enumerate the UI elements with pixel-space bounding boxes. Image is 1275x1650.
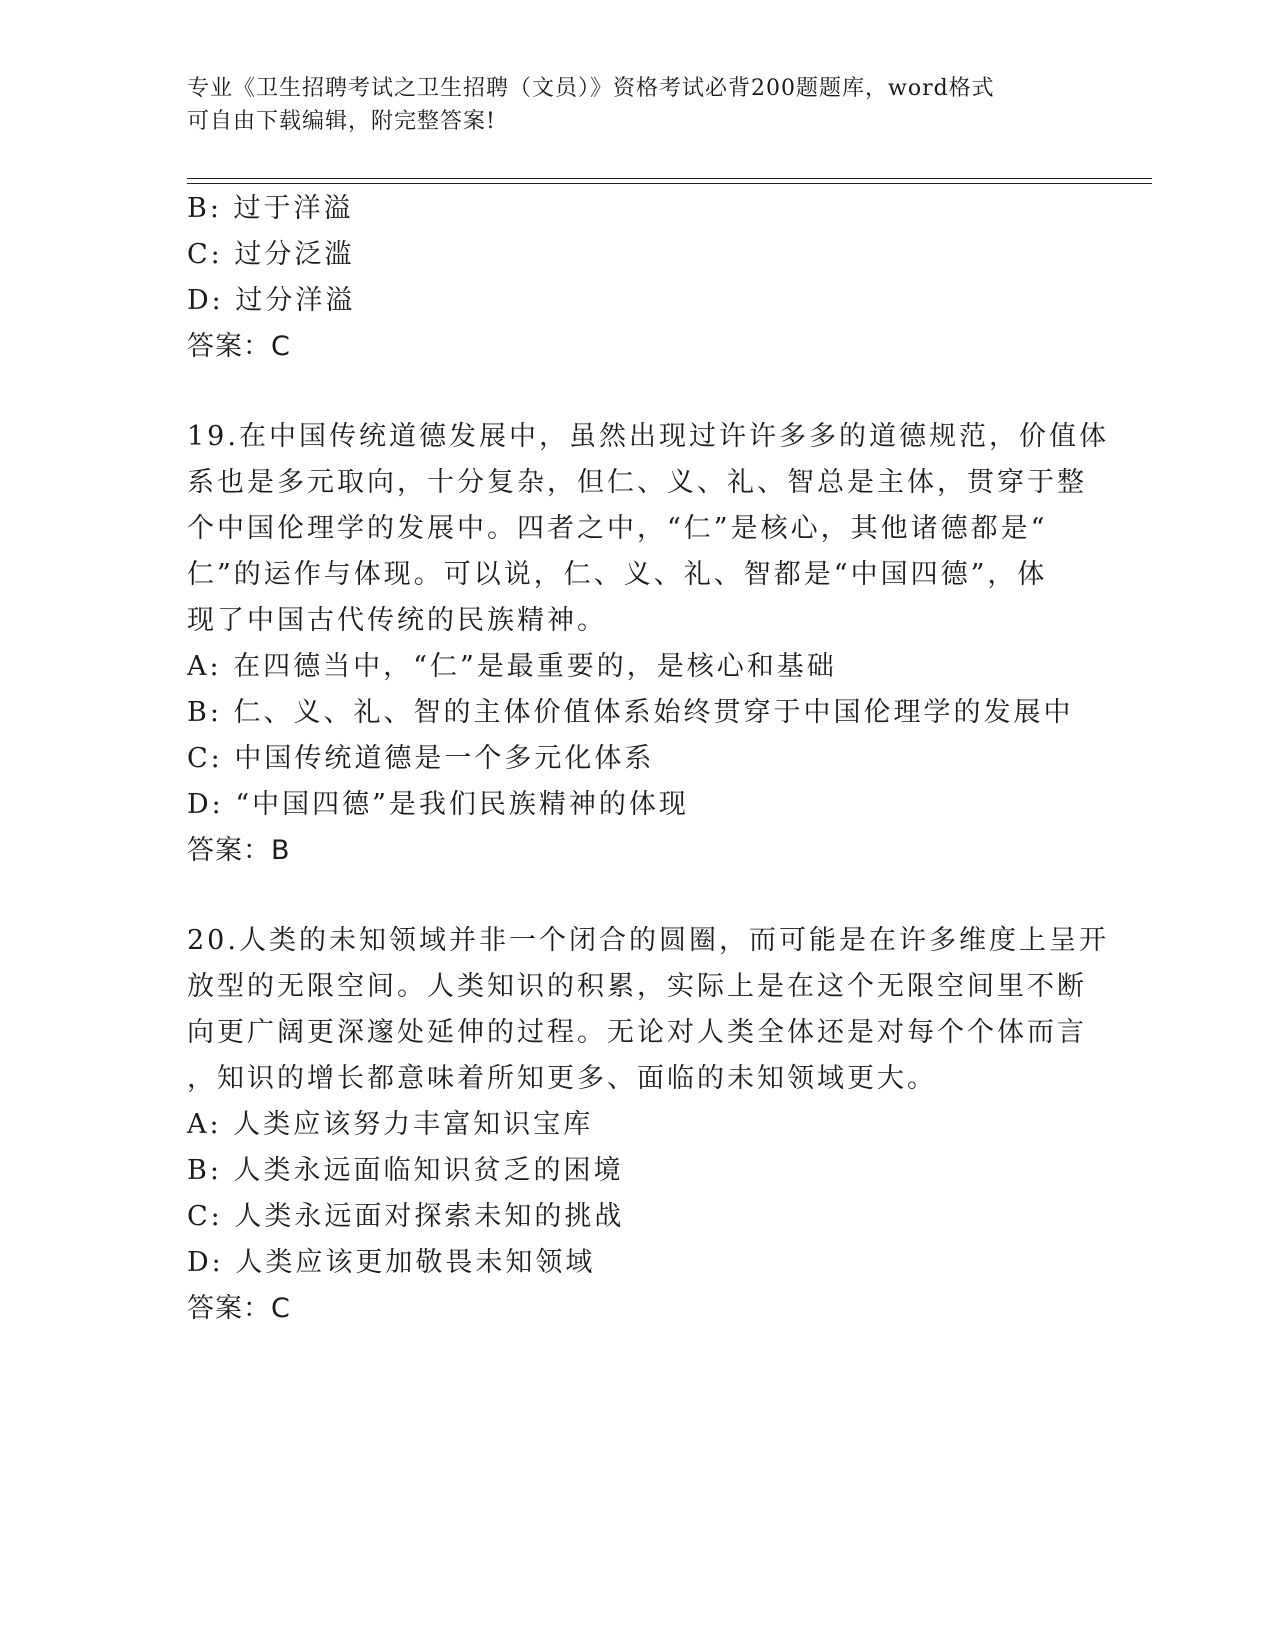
option-b: B: 过于洋溢 xyxy=(187,193,354,224)
option-c: C: 人类永远面对探索未知的挑战 xyxy=(187,1201,625,1232)
question-20 xyxy=(187,918,1109,1332)
header-divider xyxy=(187,178,1152,184)
header-title-line-1: 专业《卫生招聘考试之卫生招聘（文员）》资格考试必背200题题库，word格式 xyxy=(187,76,995,101)
option-b: B: 人类永远面临知识贫乏的困境 xyxy=(187,1155,624,1186)
question-stem-line: 向更广阔更深邃处延伸的过程。无论对人类全体还是对每个个体而言 xyxy=(187,1017,1087,1048)
answer-label: 答案：C xyxy=(187,331,291,362)
option-c: C: 过分泛滥 xyxy=(187,239,355,270)
option-a: A: 人类应该努力丰富知识宝库 xyxy=(187,1109,594,1140)
spacer xyxy=(187,370,1072,414)
option-b: B: 仁、义、礼、智的主体价值体系始终贯穿于中国伦理学的发展中 xyxy=(187,697,1074,728)
question-stem-line: 仁”的运作与体现。可以说，仁、义、礼、智都是“中国四德”，体 xyxy=(187,559,1048,590)
header-title-line-2: 可自由下载编辑，附完整答案! xyxy=(187,109,496,134)
question-stem-line: 个中国伦理学的发展中。四者之中，“仁”是核心，其他诸德都是“ xyxy=(187,513,1048,544)
question-stem-line: 19.在中国传统道德发展中，虽然出现过许许多多的道德规范，价值体 xyxy=(187,421,1109,452)
question-19 xyxy=(187,414,1109,874)
document-body xyxy=(187,186,1109,1332)
option-a: A: 在四德当中，“仁”是最重要的，是核心和基础 xyxy=(187,651,837,682)
question-stem-line: 系也是多元取向，十分复杂，但仁、义、礼、智总是主体，贯穿于整 xyxy=(187,467,1087,498)
answer-label: 答案：C xyxy=(187,1293,291,1324)
option-d: D: 人类应该更加敬畏未知领域 xyxy=(187,1247,596,1278)
spacer xyxy=(187,874,1072,918)
document-header xyxy=(187,72,1087,138)
question-stem-line: 现了中国古代传统的民族精神。 xyxy=(187,605,607,636)
question-stem-line: 20.人类的未知领域并非一个闭合的圆圈，而可能是在许多维度上呈开 xyxy=(187,925,1109,956)
option-d: D: 过分洋溢 xyxy=(187,285,356,316)
option-d: D: “中国四德”是我们民族精神的体现 xyxy=(187,789,689,820)
option-c: C: 中国传统道德是一个多元化体系 xyxy=(187,743,655,774)
question-stem-line: ，知识的增长都意味着所知更多、面临的未知领域更大。 xyxy=(187,1063,937,1094)
question-stem-line: 放型的无限空间。人类知识的积累，实际上是在这个无限空间里不断 xyxy=(187,971,1087,1002)
answer-label: 答案：B xyxy=(187,835,291,866)
question-18-continued xyxy=(187,186,1072,370)
